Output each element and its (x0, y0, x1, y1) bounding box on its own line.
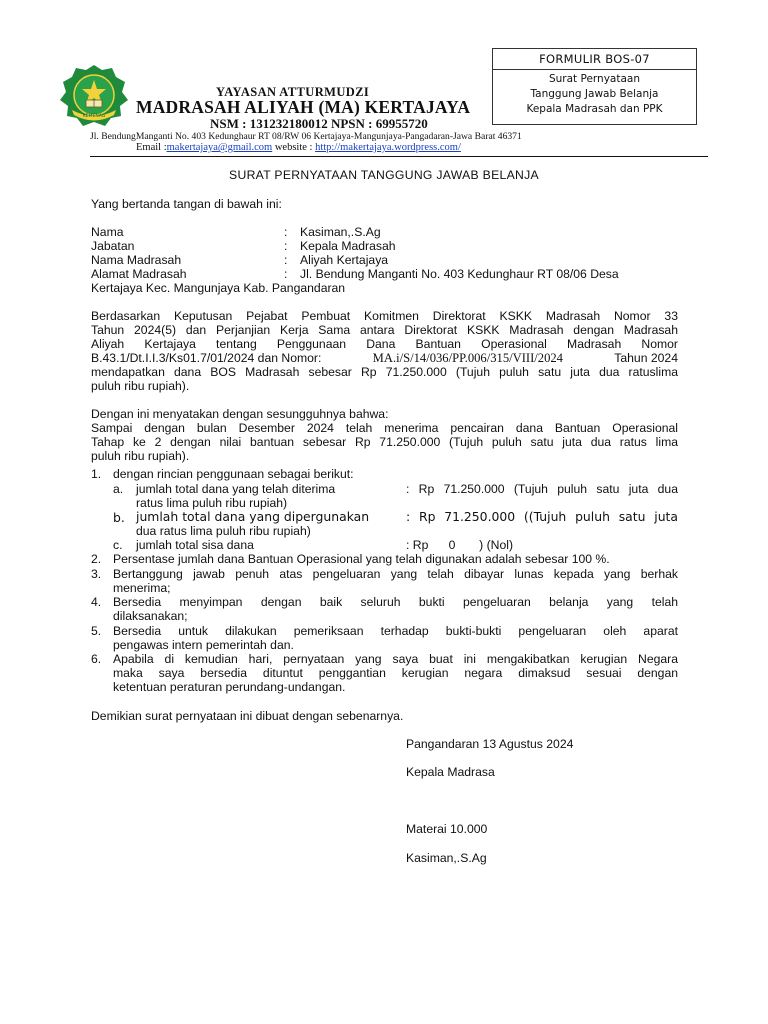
name-colon: : (284, 225, 288, 239)
item-4-text: Bersedia menyimpan dengan baik seluruh bukti pengeluaran belanja yang telah (113, 595, 678, 609)
address-value: Jl. Bendung Manganti No. 403 Kedunghaur RT 08/06 Desa (300, 267, 619, 281)
item-6-number: 6. (91, 652, 102, 666)
declaration-line-1: Sampai dengan bulan Desember 2024 telah menerima pencairan dana Bantuan Operasional (91, 421, 678, 435)
address-continuation: Kertajaya Kec. Mangunjaya Kab. Pangandaran (91, 281, 346, 295)
item-b-label-cont: dua ratus lima puluh ribu rupiah) (136, 524, 311, 538)
item-b-letter: b. (113, 510, 125, 525)
declaration-line-3: puluh ribu rupiah). (91, 449, 190, 463)
kemenag-logo (58, 64, 130, 128)
item-c-letter: c. (113, 538, 123, 552)
item-c-value: : Rp 0 ) (Nol) (406, 538, 513, 552)
item-2-text: Persentase jumlah dana Bantuan Operasional yang telah digunakan adalah sebesar 100 %. (113, 552, 610, 566)
name-label: Nama (91, 225, 124, 239)
form-desc-line2: Tanggung Jawab Belanja (530, 88, 659, 100)
basis-line-5: mendapatkan dana BOS Madrasah sebesar Rp 71.250.000 (Tujuh puluh satu juta dua ratuslima (91, 365, 678, 379)
contact-line (136, 142, 461, 153)
name-value: Kasiman,.S.Ag (300, 225, 381, 239)
item-a-value: : Rp 71.250.000 (Tujuh puluh satu juta dua (406, 482, 678, 496)
basis-line-6: puluh ribu rupiah). (91, 379, 190, 393)
school-label: Nama Madrasah (91, 253, 182, 267)
school-value: Aliyah Kertajaya (300, 253, 389, 267)
website-label: website : (274, 142, 313, 153)
foundation-name: YAYASAN ATTURMUDZI (216, 85, 370, 99)
basis-line-2: Tahun 2024(5) dan Perjanjian Kerja Sama antara Direktorat KSKK Madrasah dengan Madrasah (91, 323, 678, 337)
basis-line-3: Aliyah Kertajaya tentang Penggunaan Dana Bantuan Operasional Madrasah Nomor (91, 337, 678, 351)
school-address: Jl. BendungManganti No. 403 Kedunghaur RT 08/RW 06 Kertajaya-Mangunjaya-Pangadaran-Jawa Barat 46371 (90, 131, 522, 142)
item-5-text: Bersedia untuk dilakukan pemeriksaan terhadap bukti-bukti pengeluaran oleh aparat (113, 624, 678, 638)
item-5-text-cont: pengawas intern pemerintah dan. (113, 638, 294, 652)
basis-agreement-number: MA.i/S/14/036/PP.006/315/VIII/2024 (372, 351, 563, 365)
item-6-text-cont-1: maka saya bersedia dituntut penggantian kerugian negara dimaksud sesuai dengan (113, 666, 678, 680)
item-a-label: jumlah total dana yang telah diterima (136, 482, 336, 496)
position-value: Kepala Madrasah (300, 239, 396, 253)
email-label: Email : (136, 142, 167, 153)
signer-role: Kepala Madrasa (406, 765, 495, 779)
svg-text:KEMENAG: KEMENAG (82, 114, 106, 119)
basis-line-1: Berdasarkan Keputusan Pejabat Pembuat Komitmen Direktorat KSKK Madrasah Nomor 33 (91, 309, 678, 323)
item-2-number: 2. (91, 552, 102, 566)
basis-decree-number: B.43.1/Dt.I.I.3/Ks01.7/01/2024 dan Nomor: (91, 351, 322, 365)
declaration-line-2: Tahap ke 2 dengan nilai bantuan sebesar Rp 71.250.000 (Tujuh puluh satu juta dua ratus lima (91, 435, 678, 449)
item-6-text: Apabila di kemudian hari, pernyataan yang saya buat ini mengakibatkan kerugian Negara (113, 652, 678, 666)
item-3-number: 3. (91, 567, 102, 581)
header-divider (90, 156, 708, 157)
stamp-duty-label: Materai 10.000 (406, 822, 488, 836)
address-colon: : (284, 267, 288, 281)
item-3-text-cont: menerima; (113, 581, 171, 595)
school-colon: : (284, 253, 288, 267)
item-4-number: 4. (91, 595, 102, 609)
email-link[interactable]: makertajaya@gmail.com (166, 142, 273, 153)
school-name: MADRASAH ALIYAH (MA) KERTAJAYA (136, 97, 471, 117)
signer-name: Kasiman,.S.Ag (406, 851, 487, 865)
item-c-label: jumlah total sisa dana (136, 538, 254, 552)
item-1-text: dengan rincian penggunaan sebagai berikut: (113, 467, 354, 481)
item-5-number: 5. (91, 624, 102, 638)
item-b-value: : Rp 71.250.000 ((Tujuh puluh satu juta (406, 509, 678, 524)
item-a-letter: a. (113, 482, 124, 496)
form-code: FORMULIR BOS-07 (493, 49, 696, 70)
letter-title: SURAT PERNYATAAN TANGGUNG JAWAB BELANJA (229, 168, 539, 182)
website-link[interactable]: http://makertajaya.wordpress.com/ (315, 142, 461, 153)
form-desc-line1: Surat Pernyataan (548, 73, 641, 85)
closing-text: Demikian surat pernyataan ini dibuat dengan sebenarnya. (91, 709, 404, 723)
position-label: Jabatan (91, 239, 135, 253)
item-4-text-cont: dilaksanakan; (113, 609, 188, 623)
school-ids: NSM : 131232180012 NPSN : 69955720 (210, 116, 428, 131)
place-date: Pangandaran 13 Agustus 2024 (406, 737, 574, 751)
item-6-text-cont-2: ketentuan peraturan perundang-undangan. (113, 680, 346, 694)
declaration-lead: Dengan ini menyatakan dengan sesungguhnya bahwa: (91, 407, 389, 421)
basis-year: Tahun 2024 (614, 351, 678, 365)
item-a-label-cont: ratus lima puluh ribu rupiah) (136, 496, 288, 510)
form-desc-line3: Kepala Madrasah dan PPK (526, 103, 663, 115)
item-b-label: jumlah total dana yang dipergunakan (136, 509, 370, 524)
address-label: Alamat Madrasah (91, 267, 187, 281)
position-colon: : (284, 239, 288, 253)
basis-line-4 (91, 351, 678, 365)
item-1-number: 1. (91, 467, 102, 481)
intro-text: Yang bertanda tangan di bawah ini: (91, 197, 282, 211)
item-3-text: Bertanggung jawab penuh atas pengeluaran yang telah dibayar lunas kepada yang berhak (113, 567, 678, 581)
form-code-box (492, 48, 697, 125)
